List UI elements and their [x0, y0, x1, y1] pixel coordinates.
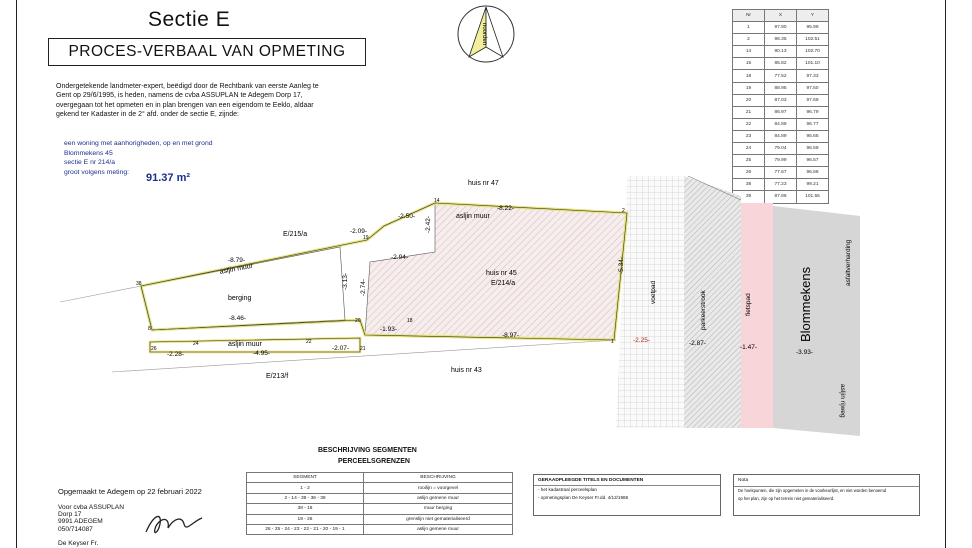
- point-number: 2: [622, 208, 625, 214]
- company-address: [58, 504, 124, 533]
- address-line: 9991 ADEGEM: [58, 518, 103, 526]
- handwritten-signature: [140, 508, 210, 540]
- point-number: 21: [360, 346, 366, 352]
- table-cell: 1 - 2: [247, 483, 364, 493]
- dimension-label: -8.97-: [502, 332, 519, 339]
- table-cell: 77.52: [765, 70, 797, 82]
- surveyor-name: De Keyser Fr.: [58, 540, 99, 547]
- table-cell: 26: [733, 167, 765, 179]
- property-line: een woning met aanhorigheden, op en met grond: [64, 140, 213, 147]
- column-header: BESCHRIJVING: [364, 473, 513, 483]
- table-cell: 85.82: [765, 58, 797, 70]
- dimension-label: -2.94-: [391, 254, 408, 261]
- point-number: 24: [193, 341, 199, 347]
- table-cell: 23: [733, 130, 765, 142]
- table-cell: rooilijn = voorgevel: [364, 483, 513, 493]
- plot-label: huis nr 43: [451, 367, 482, 374]
- table-cell: 87.86: [765, 191, 797, 203]
- intro-line: Gent op 29/6/1995, is heden, namens de cvba ASSUPLAN te Adegem Dorp 17,: [56, 92, 303, 100]
- north-label: noorden: [481, 22, 487, 46]
- table-row: [247, 524, 513, 534]
- dimension-label: -8.46-: [229, 315, 246, 322]
- documents-heading: GERAADPLEEGDE TITELS EN DOCUMENTEN: [534, 475, 720, 486]
- dimension-label: -8.22-: [497, 205, 514, 212]
- document-line: - het kadastraal perceelsplan: [538, 487, 597, 492]
- dimension-label: -5.34-: [618, 257, 625, 274]
- table-cell: 2: [733, 34, 765, 46]
- dimension-label: -4.95-: [253, 350, 270, 357]
- table-cell: 18 - 26: [247, 514, 364, 524]
- segments-heading: BESCHRIJVING SEGMENTEN: [318, 447, 417, 454]
- table-cell: 24: [733, 143, 765, 155]
- table-cell: 26 - 25 - 24 - 23 - 22 - 21 - 20 - 19 - 1: [247, 524, 364, 534]
- table-cell: 98.35: [765, 34, 797, 46]
- plot-label: E/214/a: [491, 280, 516, 287]
- point-number: 22: [306, 339, 312, 345]
- note-line: De hoekpunten, die zijn opgemeten in de voorkeurlijst, en niet worden benoemd: [738, 488, 887, 493]
- point-number: 20: [355, 318, 361, 324]
- dimension-label: -2.25-: [633, 337, 650, 344]
- street-name: Blommekens: [798, 266, 813, 342]
- table-cell: 90.13: [765, 46, 797, 58]
- street-label: parkeerstrook: [700, 290, 707, 330]
- note-heading: Nota: [734, 475, 919, 487]
- wall-label: asljin muur: [219, 262, 254, 276]
- table-cell: 79.04: [765, 143, 797, 155]
- dimension-label: -2.74-: [360, 279, 367, 296]
- document-line: - opmetingsplan De Keyser Fr.dd. 4/12/1986: [538, 495, 629, 500]
- street-label: fietspad: [745, 293, 752, 316]
- address-line: Dorp 17: [58, 511, 82, 519]
- point-number: 38: [136, 281, 142, 287]
- column-header: Y: [797, 10, 829, 22]
- street-label: asfaltverharding: [845, 239, 852, 286]
- table-cell: 77.23: [765, 179, 797, 191]
- table-cell: 22: [733, 118, 765, 130]
- table-cell: 15: [733, 58, 765, 70]
- plot-label: E/213/f: [266, 373, 289, 380]
- point-number: 18: [407, 318, 413, 324]
- point-number: 26: [151, 346, 157, 352]
- table-cell: 1: [733, 22, 765, 34]
- table-cell: 19: [733, 82, 765, 94]
- table-row: [247, 493, 513, 503]
- section-title: Sectie E: [148, 8, 231, 31]
- plot-label: berging: [228, 295, 252, 302]
- point-number: 8: [148, 326, 151, 332]
- table-cell: 84.89: [765, 130, 797, 142]
- table-cell: 77.67: [765, 167, 797, 179]
- column-header: X: [765, 10, 797, 22]
- dimension-label: -2.28-: [167, 351, 184, 358]
- table-cell: 21: [733, 106, 765, 118]
- segments-table: [246, 472, 513, 535]
- table-cell: 87.03: [765, 94, 797, 106]
- table-cell: 88.95: [765, 82, 797, 94]
- intro-line: Ondergetekende landmeter-expert, beëdigd door de Rechtbank van eerste Aanleg te: [56, 83, 319, 90]
- table-row: [247, 483, 513, 493]
- dimension-label: -2.09-: [350, 228, 367, 235]
- table-cell: 96.77: [797, 118, 829, 130]
- table-cell: 38: [733, 179, 765, 191]
- table-cell: 99.21: [797, 179, 829, 191]
- dimension-label: -3.93-: [796, 349, 813, 356]
- property-line: Blommekens 45: [64, 149, 113, 157]
- consulted-documents-box: [533, 474, 721, 516]
- dimension-label: -2.87-: [689, 340, 706, 347]
- table-cell: 101.10: [797, 58, 829, 70]
- point-number: 14: [434, 198, 440, 204]
- dimension-label: -2.07-: [332, 345, 349, 352]
- table-cell: 102.51: [797, 34, 829, 46]
- table-cell: muur berging: [364, 504, 513, 514]
- table-cell: 97.50: [797, 82, 829, 94]
- table-cell: 25: [733, 155, 765, 167]
- table-cell: aslijn gemene muur: [364, 493, 513, 503]
- dimension-label: -2.42-: [425, 216, 432, 233]
- intro-line: gekend ter Kadaster in de 2° afd. onder de sectie E, zijnde:: [56, 111, 239, 119]
- table-cell: 18: [733, 70, 765, 82]
- document-title: PROCES-VERBAAL VAN OPMETING: [48, 38, 366, 66]
- column-header: Nr: [733, 10, 765, 22]
- table-row: [247, 504, 513, 514]
- table-cell: 101.55: [797, 191, 829, 203]
- street-label: voetpad: [650, 280, 657, 304]
- table-cell: 39: [733, 191, 765, 203]
- wall-label: asljin muur: [456, 213, 490, 220]
- table-header-row: [247, 473, 513, 483]
- dimension-label: -1.93-: [380, 326, 397, 333]
- table-cell: 96.68: [797, 167, 829, 179]
- dimension-label: -2.50-: [398, 213, 415, 220]
- dimension-label: -1.47-: [740, 344, 757, 351]
- table-cell: aslijn gemene muur: [364, 524, 513, 534]
- intro-line: overgegaan tot het opmeten en in plan brengen van een eigendom te Eeklo, aldaar: [56, 101, 314, 109]
- table-cell: 38 - 18: [247, 504, 364, 514]
- point-number: 19: [363, 235, 369, 241]
- table-row: [247, 514, 513, 524]
- table-cell: 20: [733, 94, 765, 106]
- table-cell: 79.99: [765, 155, 797, 167]
- table-cell: 102.70: [797, 46, 829, 58]
- table-cell: 97.90: [765, 22, 797, 34]
- table-cell: 2 - 14 - 39 - 36 - 38: [247, 493, 364, 503]
- plot-label: E/215/a: [283, 231, 308, 238]
- parking-strip: [684, 176, 741, 428]
- note-box: [733, 474, 920, 516]
- dimension-label: -8.79-: [228, 257, 245, 264]
- plot-label: huis nr 45: [486, 270, 517, 277]
- signature-date: Opgemaakt te Adegem op 22 februari 2022: [58, 487, 202, 496]
- column-header: SEGMENT: [247, 473, 364, 483]
- table-cell: grenslijn niet gematerialiseerd: [364, 514, 513, 524]
- street-label: asljin rijweg: [839, 384, 846, 418]
- table-cell: 96.57: [797, 155, 829, 167]
- property-line: sectie E nr 214/a: [64, 159, 116, 166]
- table-cell: 84.89: [765, 118, 797, 130]
- table-cell: 95.65: [797, 130, 829, 142]
- segments-subheading: PERCEELSGRENZEN: [338, 458, 410, 465]
- dimension-label: -3.13-: [342, 273, 349, 290]
- table-cell: 96.59: [797, 143, 829, 155]
- table-cell: 95.99: [797, 22, 829, 34]
- address-line: 050/714087: [58, 525, 93, 533]
- table-cell: 96.79: [797, 106, 829, 118]
- measured-area: 91.37 m²: [146, 172, 191, 184]
- note-line: op het plan, zijn op het terrein niet gematerialiseerd.: [738, 495, 835, 501]
- table-cell: 14: [733, 46, 765, 58]
- table-cell: 97.69: [797, 94, 829, 106]
- plot-label: huis nr 47: [468, 180, 499, 187]
- wall-label: asljin muur: [228, 341, 262, 348]
- point-number: 1: [611, 339, 614, 345]
- table-cell: 97.33: [797, 70, 829, 82]
- address-line: Voor cvba ASSUPLAN: [58, 504, 124, 511]
- property-line: groot volgens meting:: [64, 168, 129, 176]
- table-cell: 86.97: [765, 106, 797, 118]
